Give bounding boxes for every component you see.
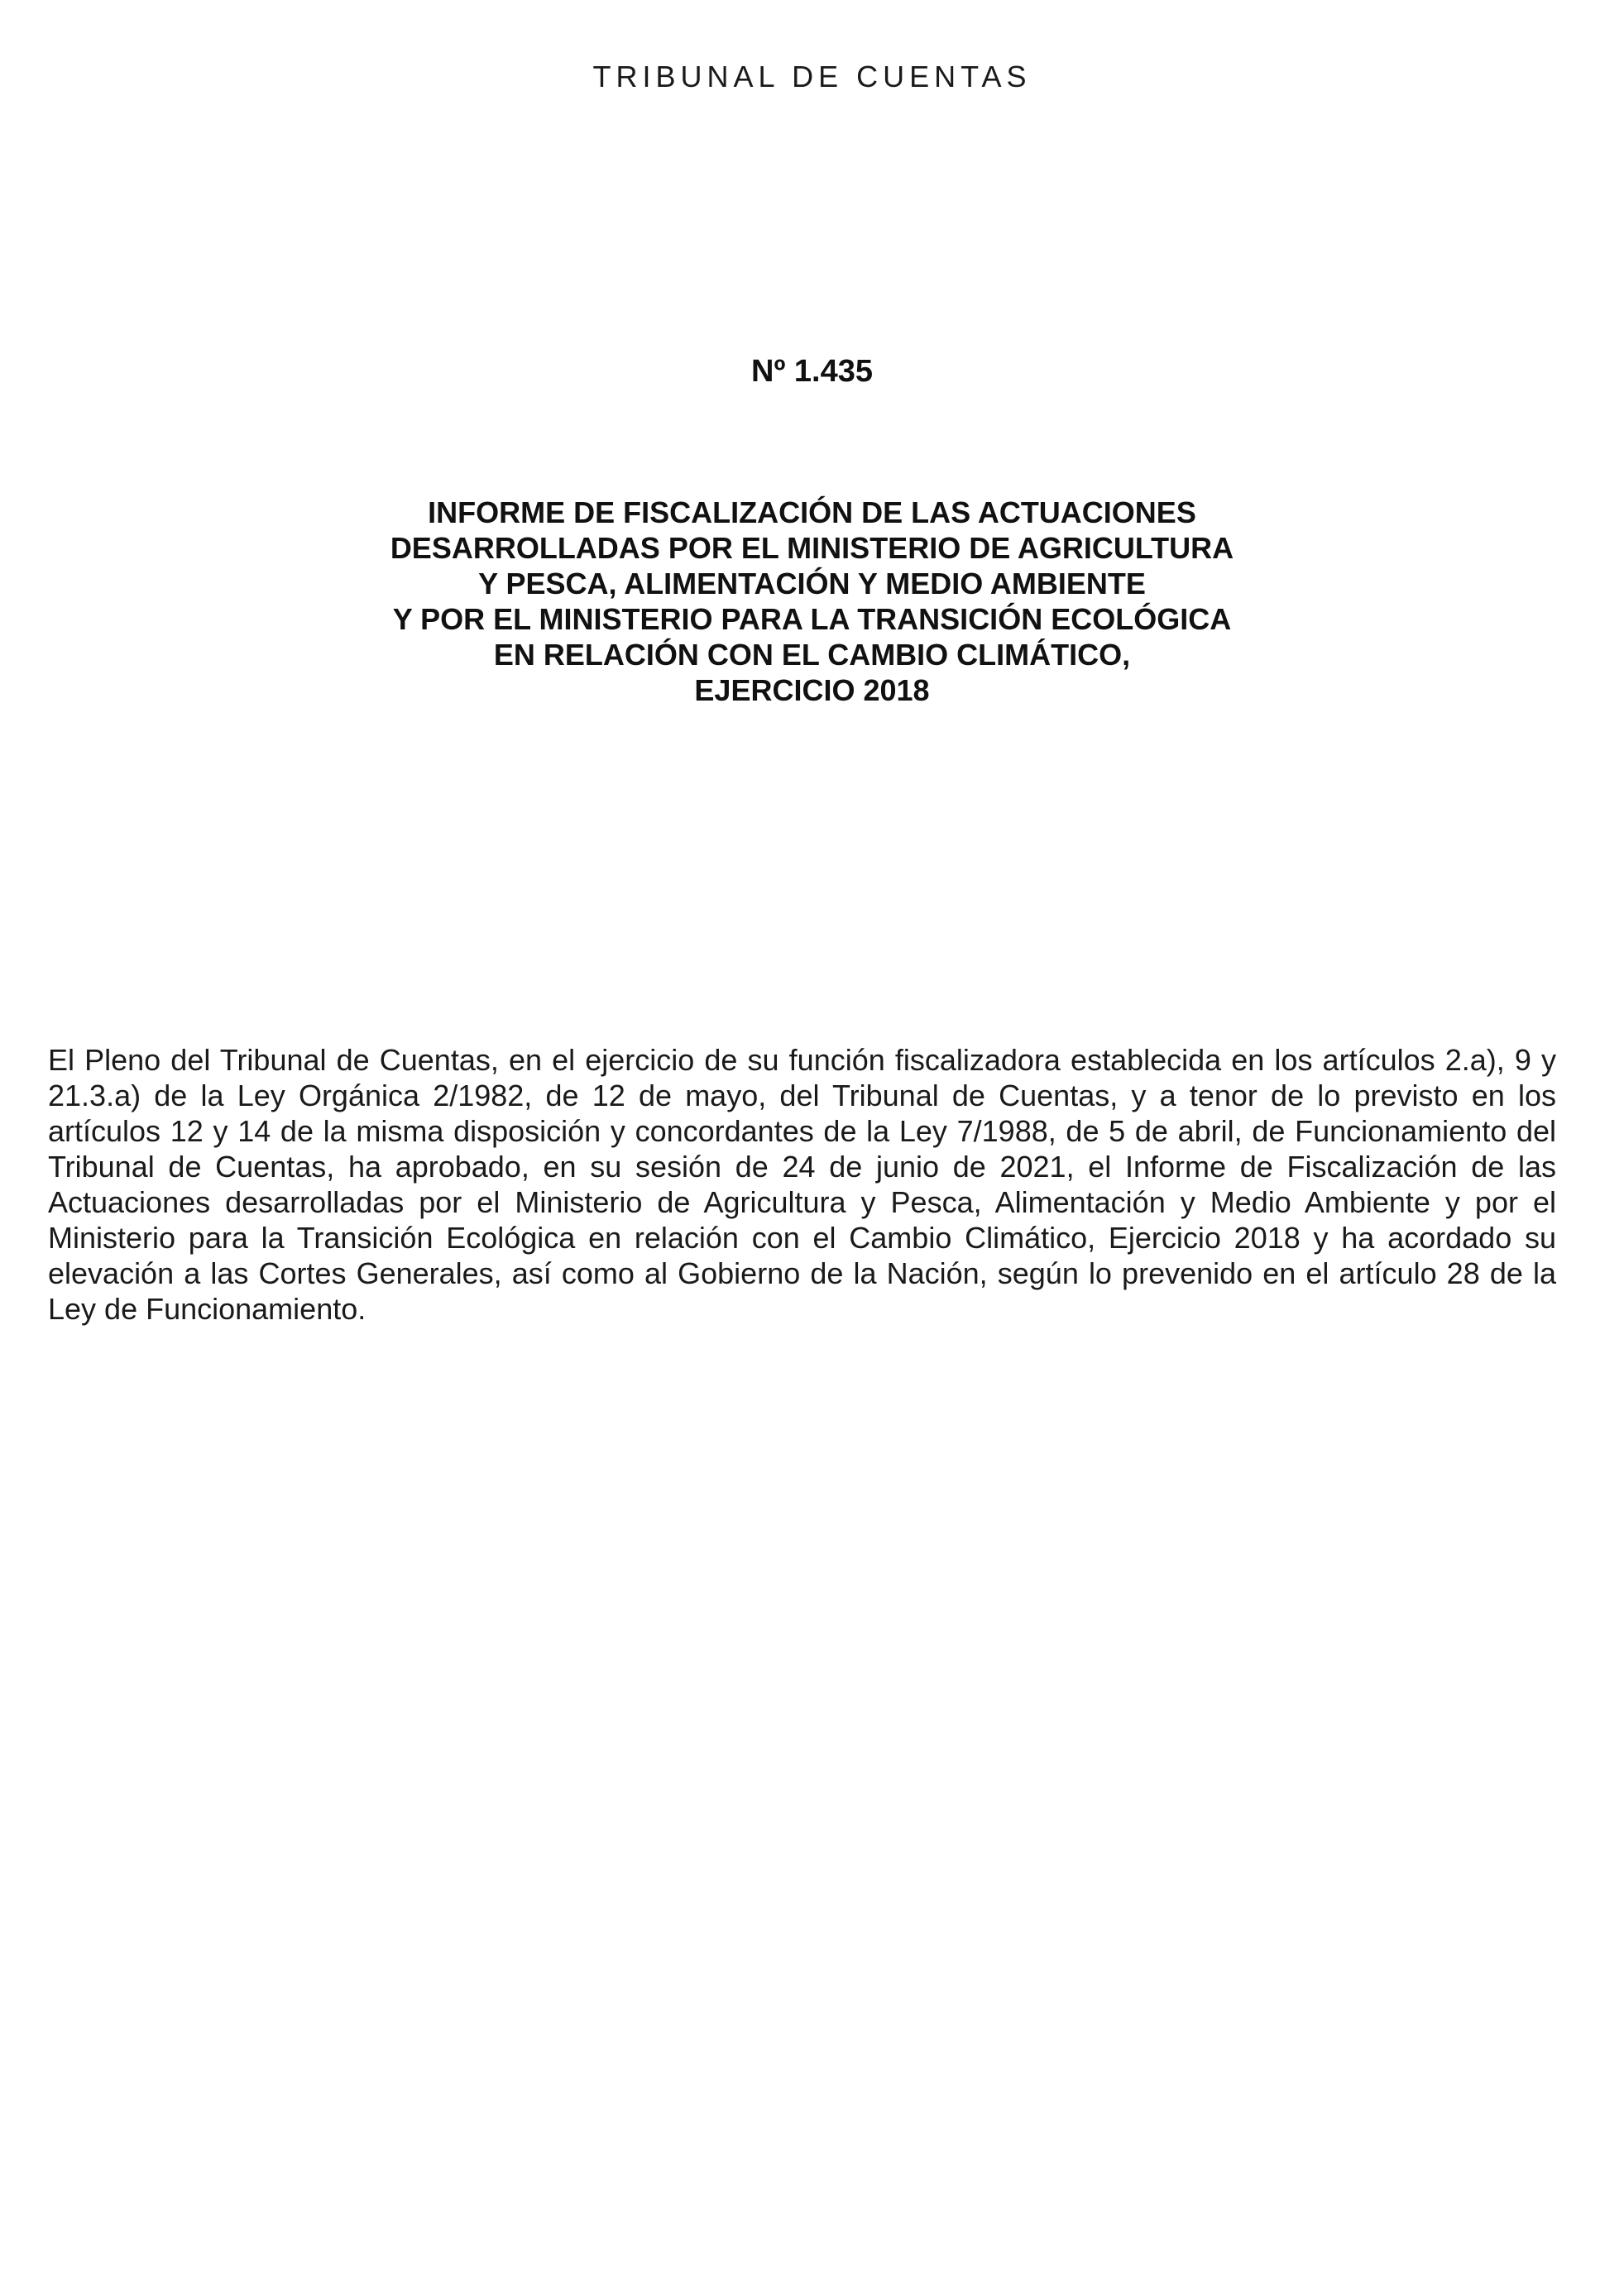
report-title-line: INFORME DE FISCALIZACIÓN DE LAS ACTUACIONES xyxy=(428,495,1196,529)
approval-paragraph: El Pleno del Tribunal de Cuentas, en el ejercicio de su función fiscalizadora establecida en los artículos 2.a), 9 y 21.3.a) de la Ley Orgánica 2/1982, de 12 de mayo, del Tribunal de Cuentas, y a tenor de lo previsto en los artículos 12 y 14 de la misma disposición y concordantes de la Ley 7/1988, de 5 de abril, de Funcionamiento del Tribunal de Cuentas, ha aprobado, en su sesión de 24 de junio de 2021, el Informe de Fiscalización de las Actuaciones desarrolladas por el Ministerio de Agricultura y Pesca, Alimentación y Medio Ambiente y por el Ministerio para la Transición Ecológica en relación con el Cambio Climático, Ejercicio 2018 y ha acordado su elevación a las Cortes Generales, así como al Gobierno de la Nación, según lo prevenido en el artículo 28 de la Ley de Funcionamiento. xyxy=(48,1043,1556,1326)
page-header-institution: TRIBUNAL DE CUENTAS xyxy=(592,60,1032,93)
report-title-line: Y POR EL MINISTERIO PARA LA TRANSICIÓN ECOLÓGICA xyxy=(392,602,1232,636)
report-title-line: Y PESCA, ALIMENTACIÓN Y MEDIO AMBIENTE xyxy=(478,567,1146,600)
report-title-line: DESARROLLADAS POR EL MINISTERIO DE AGRICULTURA xyxy=(390,531,1234,565)
report-title-line: EJERCICIO 2018 xyxy=(694,673,930,707)
report-title xyxy=(0,495,1624,708)
report-title-line: EN RELACIÓN CON EL CAMBIO CLIMÁTICO, xyxy=(493,638,1131,672)
report-number: Nº 1.435 xyxy=(751,354,873,389)
